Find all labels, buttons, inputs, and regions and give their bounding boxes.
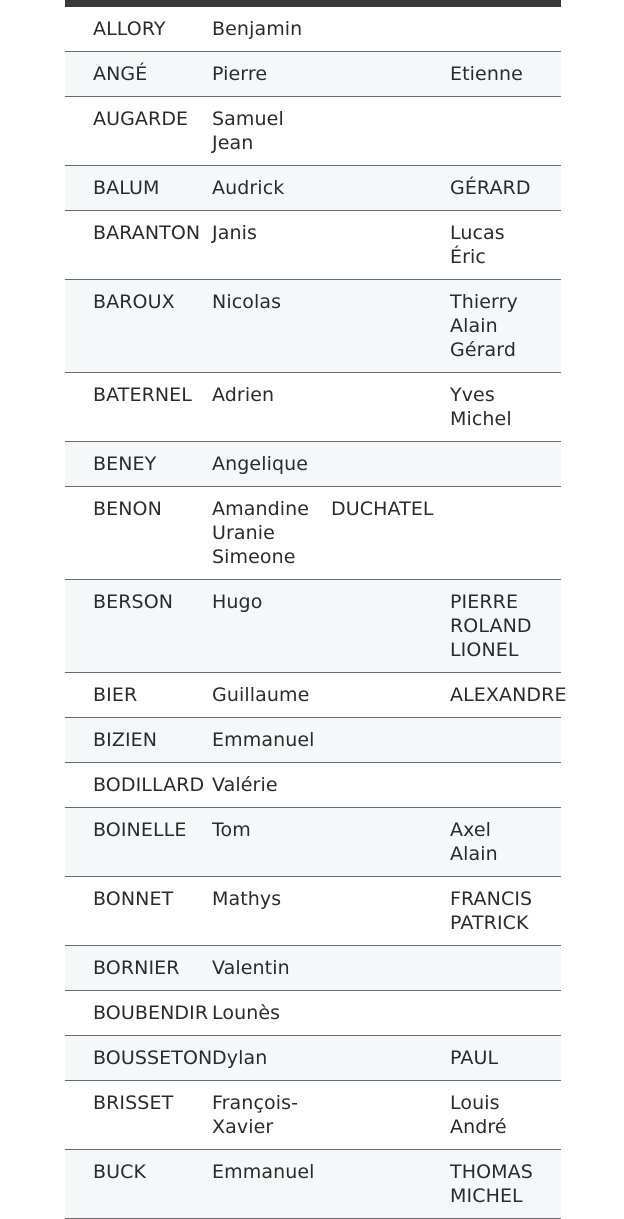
extra-name-cell [331, 497, 434, 521]
surname-cell: AUGARDE [93, 108, 189, 130]
first-name-cell-line: Simeone [212, 546, 296, 568]
other-names-cell-line: PAUL [450, 1047, 499, 1069]
first-name-cell-line: Nicolas [212, 291, 282, 313]
first-name-cell-line: Jean [212, 132, 254, 154]
table-row [65, 673, 567, 718]
first-name-cell [212, 107, 284, 155]
first-name-cell [212, 290, 281, 314]
other-names-cell-line: Thierry [450, 291, 518, 313]
first-name-cell [212, 956, 290, 980]
table-row [65, 211, 561, 280]
other-names-cell-line: MICHEL [450, 1185, 523, 1207]
table-row [65, 946, 561, 991]
first-name-cell-line: Amandine [212, 498, 310, 520]
first-name-cell-line: Samuel [212, 108, 284, 130]
surname-cell: BIZIEN [93, 729, 158, 751]
first-name-cell-line: Angelique [212, 453, 309, 475]
table-row [65, 280, 561, 373]
table-row [65, 991, 561, 1036]
first-name-cell [212, 17, 302, 41]
other-names-cell-line: Louis [450, 1092, 500, 1114]
first-name-cell-line: Emmanuel [212, 1161, 315, 1183]
first-name-cell [212, 728, 315, 752]
other-names-cell-line: Alain [450, 843, 498, 865]
table-row [65, 97, 561, 166]
first-name-cell [212, 683, 309, 707]
other-names-cell [450, 176, 531, 200]
first-name-cell-line: Audrick [212, 177, 285, 199]
table-row [65, 877, 561, 946]
first-name-cell [212, 773, 278, 797]
first-name-cell-line: Tom [212, 819, 251, 841]
surname-cell: ANGÉ [93, 63, 148, 85]
surname-cell: BENEY [93, 453, 157, 475]
other-names-cell-line: Lucas [450, 222, 505, 244]
other-names-cell-line: Axel [450, 819, 492, 841]
first-name-cell [212, 176, 284, 200]
first-name-cell-line: Benjamin [212, 18, 303, 40]
table-row [65, 763, 561, 808]
other-names-cell-line: Etienne [450, 63, 523, 85]
surname-cell: BODILLARD [93, 774, 205, 796]
other-names-cell-line: PIERRE [450, 591, 519, 613]
surname-cell: BOINELLE [93, 819, 187, 841]
names-table [65, 0, 567, 1219]
surname-cell: BONNET [93, 888, 174, 910]
surname-cell: BOUBENDIR [93, 1002, 209, 1024]
other-names-cell [450, 887, 532, 935]
first-name-cell [212, 383, 274, 407]
table-row [65, 7, 561, 52]
other-names-cell-line: Yves [450, 384, 495, 406]
surname-cell: BENON [93, 498, 162, 520]
other-names-cell-line: André [450, 1116, 507, 1138]
table-row [65, 442, 561, 487]
other-names-cell [450, 1091, 507, 1139]
first-name-cell [212, 1046, 267, 1070]
first-name-cell-line: Emmanuel [212, 729, 315, 751]
surname-cell: BERSON [93, 591, 174, 613]
table-header-bar [65, 0, 561, 7]
first-name-cell [212, 590, 262, 614]
first-name-cell-line: Lounès [212, 1002, 281, 1024]
other-names-cell-line: LIONEL [450, 639, 519, 661]
first-name-cell [212, 1160, 315, 1184]
table-row [65, 718, 561, 763]
first-name-cell [212, 221, 257, 245]
first-name-cell-line: Mathys [212, 888, 282, 910]
first-name-cell-line: Janis [212, 222, 257, 244]
surname-cell: BATERNEL [93, 384, 192, 406]
surname-cell: BOUSSETON [93, 1047, 213, 1069]
first-name-cell [212, 452, 308, 476]
surname-cell: ALLORY [93, 18, 166, 40]
first-name-cell-line: Dylan [212, 1047, 268, 1069]
other-names-cell [450, 1160, 533, 1208]
first-name-cell [212, 1091, 298, 1139]
table-row [65, 52, 561, 97]
other-names-cell-line: GÉRARD [450, 177, 531, 199]
table-row [65, 487, 561, 580]
surname-cell: BIER [93, 684, 138, 706]
other-names-cell [450, 1046, 498, 1070]
first-name-cell [212, 62, 267, 86]
first-name-cell-line: François- [212, 1092, 299, 1114]
table-row [65, 1036, 561, 1081]
other-names-cell-line: Alain [450, 315, 498, 337]
first-name-cell [212, 887, 281, 911]
first-name-cell-line: Guillaume [212, 684, 310, 706]
surname-cell: BORNIER [93, 957, 180, 979]
surname-cell: BARANTON [93, 222, 201, 244]
other-names-cell-line: Gérard [450, 339, 517, 361]
surname-cell: BAROUX [93, 291, 175, 313]
table-row [65, 1081, 561, 1150]
other-names-cell [450, 818, 498, 866]
other-names-cell-line: ALEXANDRE [450, 684, 567, 706]
first-name-cell-line: Hugo [212, 591, 263, 613]
first-name-cell [212, 1001, 280, 1025]
other-names-cell [450, 62, 523, 86]
surname-cell: BRISSET [93, 1092, 174, 1114]
table-body [65, 7, 567, 1219]
other-names-cell [450, 683, 567, 707]
table-row [65, 580, 561, 673]
other-names-cell-line: ROLAND [450, 615, 532, 637]
first-name-cell-line: Pierre [212, 63, 268, 85]
surname-cell: BALUM [93, 177, 160, 199]
other-names-cell-line: Éric [450, 246, 486, 268]
first-name-cell-line: Uranie [212, 522, 275, 544]
first-name-cell-line: Valérie [212, 774, 278, 796]
first-name-cell-line: Adrien [212, 384, 275, 406]
table-row [65, 373, 561, 442]
table-row [65, 808, 561, 877]
first-name-cell-line: Valentin [212, 957, 290, 979]
surname-cell: BUCK [93, 1161, 147, 1183]
other-names-cell-line: THOMAS [450, 1161, 533, 1183]
first-name-cell-line: Xavier [212, 1116, 274, 1138]
other-names-cell [450, 290, 518, 362]
other-names-cell [450, 383, 512, 431]
extra-name-cell-line: DUCHATEL [331, 498, 434, 520]
other-names-cell-line: FRANCIS [450, 888, 533, 910]
other-names-cell [450, 221, 505, 269]
other-names-cell [450, 590, 532, 662]
other-names-cell-line: PATRICK [450, 912, 529, 934]
table-row [65, 166, 561, 211]
table-row [65, 1150, 561, 1219]
other-names-cell-line: Michel [450, 408, 512, 430]
first-name-cell [212, 497, 309, 569]
first-name-cell [212, 818, 251, 842]
